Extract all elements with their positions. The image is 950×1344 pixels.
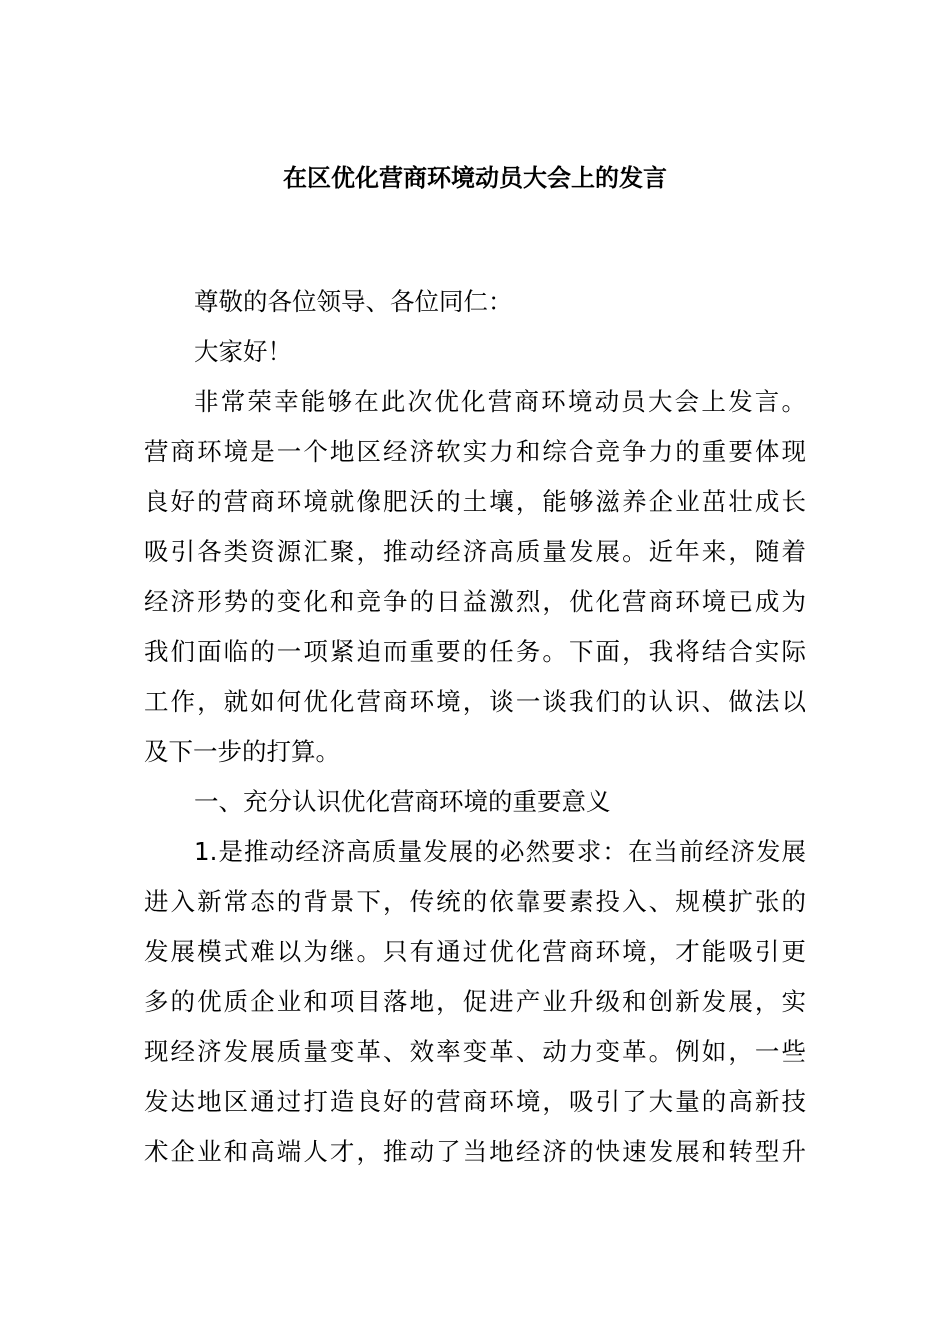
paragraph-line: 术企业和高端人才，推动了当地经济的快速发展和转型升 xyxy=(144,1137,806,1166)
paragraph-line: 现经济发展质量变革、效率变革、动力变革。例如，一些 xyxy=(144,1037,806,1066)
document-title: 在区优化营商环境动员大会上的发言 xyxy=(283,164,667,192)
paragraph-line: 良好的营商环境就像肥沃的土壤，能够滋养企业茁壮成长 xyxy=(144,487,806,516)
paragraph-line: 工作，就如何优化营商环境，谈一谈我们的认识、做法以 xyxy=(144,687,806,716)
section-heading: 一、充分认识优化营商环境的重要意义 xyxy=(194,787,611,816)
salutation-line: 尊敬的各位领导、各位同仁： xyxy=(194,287,513,316)
paragraph-line: 1.是推动经济高质量发展的必然要求：在当前经济发展 xyxy=(194,837,806,866)
paragraph-line: 发展模式难以为继。只有通过优化营商环境，才能吸引更 xyxy=(144,937,806,966)
paragraph-line: 营商环境是一个地区经济软实力和综合竞争力的重要体现 xyxy=(144,437,806,466)
paragraph-line: 多的优质企业和项目落地，促进产业升级和创新发展，实 xyxy=(144,987,806,1016)
paragraph-line: 我们面临的一项紧迫而重要的任务。下面，我将结合实际 xyxy=(144,637,806,666)
paragraph-line: 非常荣幸能够在此次优化营商环境动员大会上发言。 xyxy=(194,387,806,416)
paragraph-line: 经济形势的变化和竞争的日益激烈，优化营商环境已成为 xyxy=(144,587,806,616)
paragraph-line: 发达地区通过打造良好的营商环境，吸引了大量的高新技 xyxy=(144,1087,806,1116)
paragraph-line: 吸引各类资源汇聚，推动经济高质量发展。近年来，随着 xyxy=(144,537,806,566)
greeting-line: 大家好！ xyxy=(194,337,292,366)
paragraph-line: 进入新常态的背景下，传统的依靠要素投入、规模扩张的 xyxy=(144,887,806,916)
paragraph-line: 及下一步的打算。 xyxy=(144,737,340,766)
